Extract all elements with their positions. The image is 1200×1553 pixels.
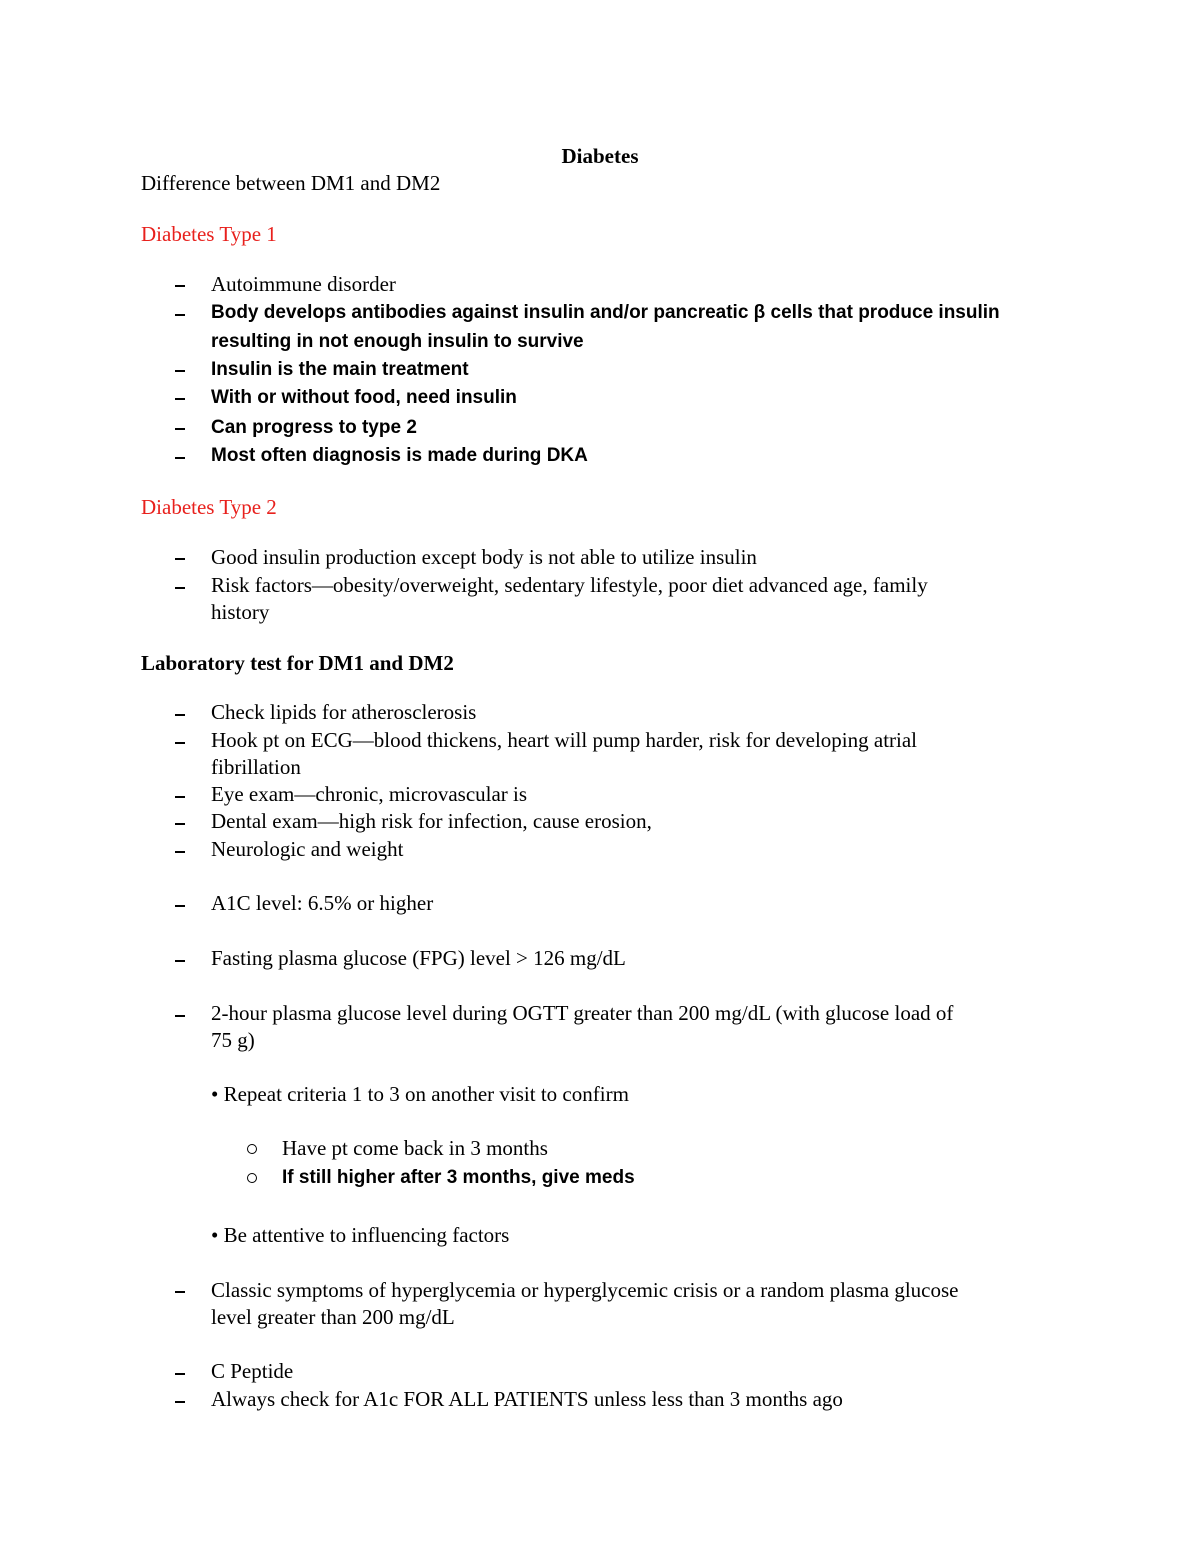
list-item: 2-hour plasma glucose level during OGTT greater than 200 mg/dL (with glucose load of bbox=[211, 1001, 954, 1025]
list-item: Risk factors—obesity/overweight, sedentary lifestyle, poor diet advanced age, family bbox=[211, 573, 928, 597]
section-heading-type1: Diabetes Type 1 bbox=[141, 222, 277, 246]
section-heading-lab: Laboratory test for DM1 and DM2 bbox=[141, 651, 454, 675]
list-item: Can progress to type 2 bbox=[211, 417, 417, 438]
list-item: Dental exam—high risk for infection, cause erosion, bbox=[211, 809, 652, 833]
list-bullet bbox=[175, 558, 185, 560]
attentive-bullet: • Be attentive to influencing factors bbox=[211, 1223, 510, 1247]
sub-bullet-circle bbox=[247, 1173, 257, 1183]
list-item: A1C level: 6.5% or higher bbox=[211, 891, 434, 915]
list-bullet bbox=[175, 905, 185, 907]
list-bullet bbox=[175, 742, 185, 744]
sub-bullet-circle bbox=[247, 1144, 257, 1154]
list-item: Fasting plasma glucose (FPG) level > 126 mg/dL bbox=[211, 946, 626, 970]
list-item: Always check for A1c FOR ALL PATIENTS unless less than 3 months ago bbox=[211, 1387, 843, 1411]
list-bullet bbox=[175, 851, 185, 853]
list-bullet bbox=[175, 370, 185, 372]
list-bullet bbox=[175, 1373, 185, 1375]
list-item: C Peptide bbox=[211, 1359, 294, 1383]
list-item: Neurologic and weight bbox=[211, 837, 404, 861]
list-item-continuation: fibrillation bbox=[211, 755, 301, 779]
list-bullet bbox=[175, 285, 185, 287]
section-heading-type2: Diabetes Type 2 bbox=[141, 495, 277, 519]
list-item: Insulin is the main treatment bbox=[211, 359, 469, 380]
list-item: With or without food, need insulin bbox=[211, 387, 517, 408]
sub-list-item: If still higher after 3 months, give meds bbox=[282, 1167, 635, 1188]
list-item: Body develops antibodies against insulin and/or pancreatic β cells that produce insulin bbox=[211, 302, 1000, 323]
list-item: Eye exam—chronic, microvascular is bbox=[211, 782, 528, 806]
list-bullet bbox=[175, 587, 185, 589]
document-subtitle: Difference between DM1 and DM2 bbox=[141, 171, 441, 195]
list-bullet bbox=[175, 714, 185, 716]
list-bullet bbox=[175, 314, 185, 316]
repeat-criteria-bullet: • Repeat criteria 1 to 3 on another visit to confirm bbox=[211, 1082, 629, 1106]
list-item: Most often diagnosis is made during DKA bbox=[211, 445, 588, 466]
list-item: Good insulin production except body is not able to utilize insulin bbox=[211, 545, 757, 569]
list-bullet bbox=[175, 428, 185, 430]
list-bullet bbox=[175, 1015, 185, 1017]
list-bullet bbox=[175, 796, 185, 798]
list-item: Check lipids for atherosclerosis bbox=[211, 700, 477, 724]
list-bullet bbox=[175, 823, 185, 825]
sub-list-item: Have pt come back in 3 months bbox=[282, 1136, 548, 1160]
list-item-continuation: level greater than 200 mg/dL bbox=[211, 1305, 455, 1329]
list-bullet bbox=[175, 398, 185, 400]
list-item: Classic symptoms of hyperglycemia or hyperglycemic crisis or a random plasma glucose bbox=[211, 1278, 959, 1302]
document-title: Diabetes bbox=[561, 144, 639, 168]
list-item-continuation: history bbox=[211, 600, 270, 624]
list-item-continuation: 75 g) bbox=[211, 1028, 255, 1052]
list-bullet bbox=[175, 1401, 185, 1403]
list-bullet bbox=[175, 960, 185, 962]
list-bullet bbox=[175, 1291, 185, 1293]
list-item: Hook pt on ECG—blood thickens, heart will pump harder, risk for developing atrial bbox=[211, 728, 918, 752]
list-item: Autoimmune disorder bbox=[211, 272, 396, 296]
list-bullet bbox=[175, 457, 185, 459]
list-item-continuation: resulting in not enough insulin to survive bbox=[211, 331, 584, 352]
